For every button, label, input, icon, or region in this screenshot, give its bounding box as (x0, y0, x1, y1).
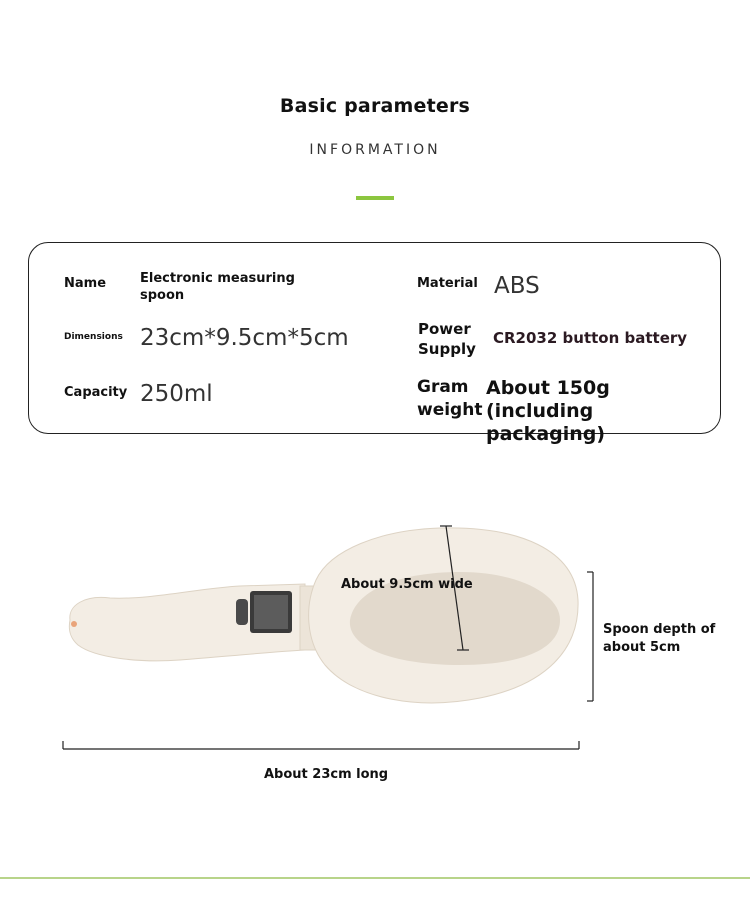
length-label: About 23cm long (264, 767, 389, 782)
depth-label: Spoon depth of about 5cm (603, 622, 716, 656)
tare-button (236, 599, 248, 625)
capacity-label: Capacity (64, 385, 128, 400)
power-label: Power Supply (418, 320, 476, 358)
dimensions-label: Dimensions (64, 332, 123, 342)
weight-label: Gram weight (417, 377, 483, 420)
handle-hole (71, 621, 77, 627)
name-label: Name (64, 276, 107, 291)
page-title: Basic parameters (279, 95, 471, 117)
lcd-screen-face (254, 595, 288, 629)
page-subtitle: INFORMATION (309, 142, 441, 158)
footer-divider (0, 877, 750, 879)
width-label: About 9.5cm wide (341, 577, 473, 592)
spec-card (28, 242, 721, 445)
name-value: Electronic measuring spoon (140, 271, 295, 303)
capacity-value: 250ml (140, 381, 213, 407)
dimensions-value: 23cm*9.5cm*5cm (140, 325, 349, 351)
power-value: CR2032 button battery (493, 329, 688, 347)
weight-value: About 150g (including packaging) (486, 377, 610, 445)
material-label: Material (417, 276, 478, 291)
material-value: ABS (494, 273, 540, 299)
accent-divider (356, 196, 394, 200)
